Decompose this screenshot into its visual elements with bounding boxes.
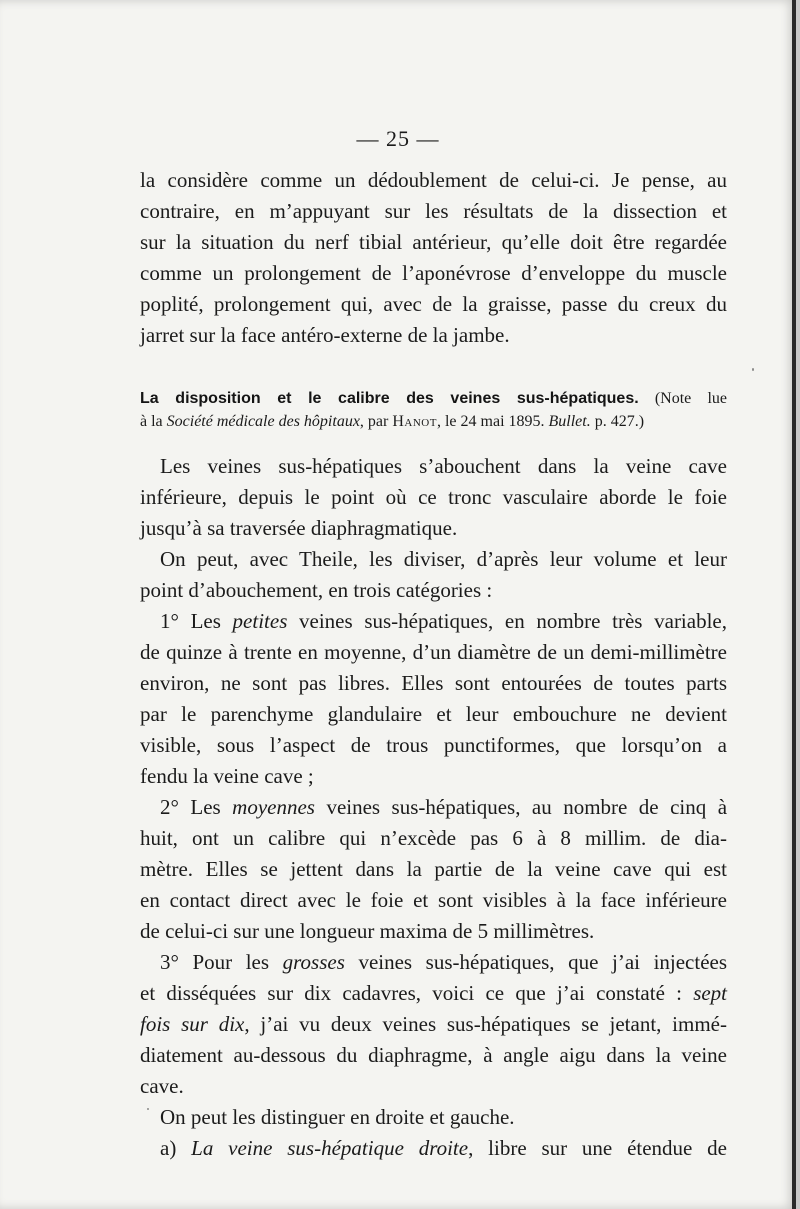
item-1-post: veines sus-hépatiques, en nombre très variable,	[299, 609, 727, 633]
section-citation	[140, 411, 644, 433]
item-3-line-3-text: , j’ai vu deux veines sus-hépatiques se jetant, immé-	[244, 1012, 727, 1036]
item-2-line-2: huit, ont un calibre qui n’excède pas 6 à 8 millim. de dia-	[140, 826, 727, 850]
item-1-line-4: par le parenchyme glandulaire et leur embouchure ne devient	[140, 702, 727, 726]
item-3-pre: Pour les	[192, 950, 270, 974]
paragraph-1-line-5: poplité, prolongement qui, avec de la graisse, passe du creux du	[140, 292, 727, 316]
item-3-emphasis: grosses	[282, 950, 345, 974]
item-2-line-1	[160, 792, 727, 822]
paragraph-2-line-1: Les veines sus-hépatiques s’abouchent dans la veine cave	[160, 454, 727, 478]
item-2-pre: Les	[190, 795, 221, 819]
citation-part-c: , le 24 mai 1895.	[436, 413, 545, 430]
item-1-pre: Les	[190, 609, 221, 633]
item-1-number: 1°	[160, 609, 179, 633]
item-3-number: 3°	[160, 950, 179, 974]
item-1-line-5: visible, sous l’aspect de trous punctiformes, que lorsqu’on a	[140, 733, 727, 757]
item-2-line-5: de celui-ci sur une longueur maxima de 5 millimètres.	[140, 919, 595, 943]
item-1-line-6: fendu la veine cave ;	[140, 764, 314, 788]
citation-author: Hanot	[392, 413, 437, 430]
item-1-line-3: environ, ne sont pas libres. Elles sont entourées de toutes parts	[140, 671, 727, 695]
page-edge-shadow	[792, 0, 796, 1209]
item-2-line-3: mètre. Elles se jettent dans la partie de la veine cave qui est	[140, 857, 727, 881]
section-title: La disposition et le calibre des veines sus-hépatiques.	[140, 390, 639, 407]
item-2-post: veines sus-hépatiques, au nombre de cinq à	[326, 795, 728, 819]
citation-part-a: à la	[140, 413, 163, 430]
citation-society: Société médicale des hôpitaux	[166, 413, 360, 430]
item-3-line-3-emphasis: fois sur dix	[140, 1012, 245, 1036]
item-3-line-4: diatement au-dessous du diaphragme, à angle aigu dans la veine	[140, 1043, 727, 1067]
item-3-line-3	[140, 1009, 727, 1039]
citation-part-b: , par	[359, 413, 389, 430]
paragraph-2-line-2: inférieure, depuis le point où ce tronc vasculaire aborde le foie	[140, 485, 727, 509]
item-a-text: , libre sur une étendue de	[468, 1136, 727, 1160]
item-3-line-5: cave.	[140, 1074, 184, 1098]
citation-part-d: p. 427.)	[594, 413, 645, 430]
item-a-label: a)	[160, 1136, 177, 1160]
paragraph-2-line-3: jusqu’à sa traversée diaphragmatique.	[140, 516, 458, 540]
paragraph-3-line-2: point d’abouchement, en trois catégories :	[140, 578, 493, 602]
section-heading	[140, 388, 727, 410]
item-3-line-2	[140, 978, 727, 1008]
item-3-line-2-emphasis: sept	[693, 981, 728, 1005]
paragraph-3-line-1: On peut, avec Theile, les diviser, d’après leur volume et leur	[160, 547, 727, 571]
scan-speck	[147, 1108, 149, 1110]
item-2-number: 2°	[160, 795, 179, 819]
item-1-emphasis: petites	[232, 609, 288, 633]
item-3-post: veines sus-hépatiques, que j’ai injectées	[358, 950, 728, 974]
item-a-emphasis: La veine sus-hépatique droite	[191, 1136, 469, 1160]
paragraph-1-line-3: sur la situation du nerf tibial antérieur, qu’elle doit être regardée	[140, 230, 727, 254]
item-2-line-4: en contact direct avec le foie et sont visibles à la face inférieure	[140, 888, 727, 912]
item-1-line-1	[160, 606, 727, 636]
item-a-line-1	[160, 1133, 727, 1163]
paragraph-1-line-6: jarret sur la face antéro-externe de la jambe.	[140, 323, 510, 347]
item-3-line-1	[160, 947, 727, 977]
scan-speck	[752, 368, 754, 371]
paragraph-1-line-4: comme un prolongement de l’aponévrose d’enveloppe du muscle	[140, 261, 727, 285]
citation-bulletin: Bullet.	[548, 413, 591, 430]
page-number: — 25 —	[356, 126, 440, 151]
paragraph-1-line-1: la considère comme un dédoublement de celui-ci. Je pense, au	[140, 168, 727, 192]
paragraph-1-line-2: contraire, en m’appuyant sur les résultats de la dissection et	[140, 199, 727, 223]
item-1-line-2: de quinze à trente en moyenne, d’un diamètre de un demi-millimètre	[140, 640, 727, 664]
paragraph-4-line-1: On peut les distinguer en droite et gauche.	[160, 1105, 515, 1129]
item-3-line-2-text: et disséquées sur dix cadavres, voici ce que j’ai constaté :	[140, 981, 682, 1005]
item-2-emphasis: moyennes	[232, 795, 315, 819]
note-open: (Note lue	[654, 390, 727, 407]
